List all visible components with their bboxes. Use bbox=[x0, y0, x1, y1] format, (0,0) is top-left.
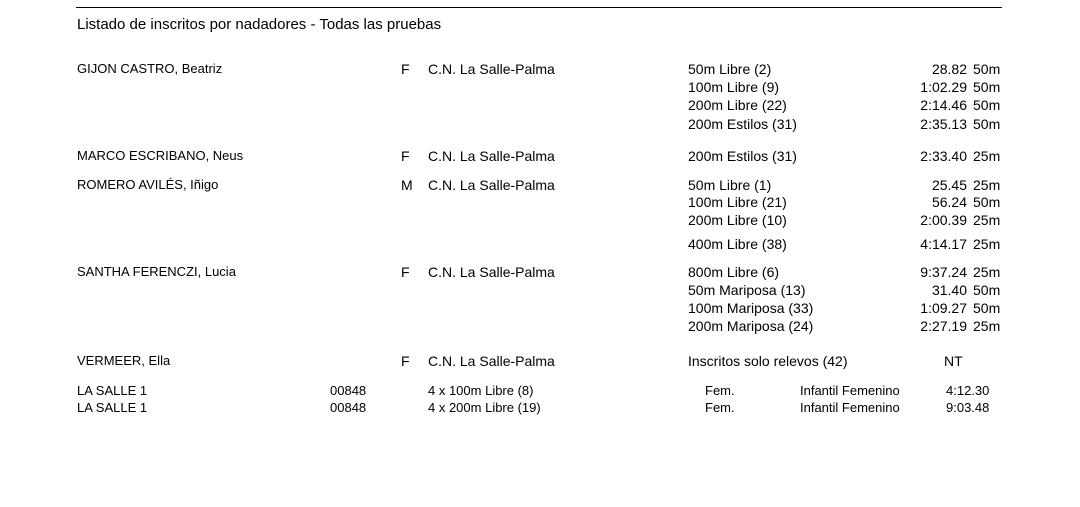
swimmer-club: C.N. La Salle-Palma bbox=[428, 61, 555, 77]
event-pool: 50m bbox=[973, 97, 1001, 113]
event-pool: 25m bbox=[973, 212, 1001, 228]
swimmer-sex: F bbox=[401, 148, 410, 164]
swimmer-name: SANTHA FERENCZI, Lucia bbox=[77, 264, 236, 279]
swimmer-sex: F bbox=[401, 61, 410, 77]
event-pool: 50m bbox=[973, 300, 1001, 316]
swimmer-name: GIJON CASTRO, Beatriz bbox=[77, 61, 223, 76]
top-divider bbox=[76, 7, 1002, 8]
relay-time: 9:03.48 bbox=[946, 400, 990, 415]
relay-code: 00848 bbox=[330, 400, 367, 415]
event-name: 200m Estilos (31) bbox=[688, 116, 797, 132]
event-time: 25.45 bbox=[931, 177, 967, 193]
relay-time: 4:12.30 bbox=[946, 383, 990, 398]
event-name: 200m Libre (10) bbox=[688, 212, 787, 228]
event-name: 100m Mariposa (33) bbox=[688, 300, 814, 316]
relay-event: 4 x 100m Libre (8) bbox=[428, 383, 534, 398]
event-name: 400m Libre (38) bbox=[688, 236, 787, 252]
event-time: 31.40 bbox=[931, 282, 967, 298]
event-time: 1:09.27 bbox=[920, 300, 967, 316]
event-pool: 25m bbox=[973, 177, 1001, 193]
event-name: 200m Mariposa (24) bbox=[688, 318, 814, 334]
swimmer-name: VERMEER, Ella bbox=[77, 353, 171, 368]
swimmer-name: MARCO ESCRIBANO, Neus bbox=[77, 148, 244, 163]
swimmer-sex: F bbox=[401, 353, 410, 369]
event-name: 50m Libre (1) bbox=[688, 177, 772, 193]
event-pool: 50m bbox=[973, 116, 1001, 132]
relay-category: Infantil Femenino bbox=[800, 383, 900, 398]
event-name: 100m Libre (21) bbox=[688, 194, 787, 210]
event-time: 2:27.19 bbox=[920, 318, 967, 334]
swimmer-club: C.N. La Salle-Palma bbox=[428, 353, 555, 369]
event-time: 56.24 bbox=[931, 194, 967, 210]
event-name: 50m Libre (2) bbox=[688, 61, 772, 77]
relay-event: 4 x 200m Libre (19) bbox=[428, 400, 541, 415]
relay-category: Infantil Femenino bbox=[800, 400, 900, 415]
event-pool: 50m bbox=[973, 61, 1001, 77]
event-pool: 50m bbox=[973, 79, 1001, 95]
relay-team: LA SALLE 1 bbox=[77, 400, 148, 415]
event-name: 800m Libre (6) bbox=[688, 264, 780, 280]
relay-only-note: Inscritos solo relevos (42) bbox=[688, 353, 848, 369]
event-name: 100m Libre (9) bbox=[688, 79, 780, 95]
event-pool: 25m bbox=[973, 264, 1001, 280]
swimmer-sex: M bbox=[401, 177, 413, 193]
event-pool: 50m bbox=[973, 194, 1001, 210]
swimmer-name: ROMERO AVILÉS, Iñigo bbox=[77, 177, 219, 192]
event-time: 28.82 bbox=[931, 61, 967, 77]
event-time: NT bbox=[944, 353, 963, 369]
event-time: 2:00.39 bbox=[920, 212, 967, 228]
relay-team: LA SALLE 1 bbox=[77, 383, 148, 398]
swimmer-club: C.N. La Salle-Palma bbox=[428, 148, 555, 164]
event-pool: 25m bbox=[973, 318, 1001, 334]
event-pool: 25m bbox=[973, 236, 1001, 252]
page-title: Listado de inscritos por nadadores - Todas las pruebas bbox=[77, 16, 442, 33]
event-time: 9:37.24 bbox=[920, 264, 967, 280]
event-time: 4:14.17 bbox=[920, 236, 967, 252]
swimmer-sex: F bbox=[401, 264, 410, 280]
event-time: 2:35.13 bbox=[920, 116, 967, 132]
event-time: 2:33.40 bbox=[920, 148, 967, 164]
relay-gender: Fem. bbox=[705, 400, 735, 415]
event-name: 200m Libre (22) bbox=[688, 97, 787, 113]
relay-gender: Fem. bbox=[705, 383, 735, 398]
event-time: 1:02.29 bbox=[920, 79, 967, 95]
event-name: 200m Estilos (31) bbox=[688, 148, 797, 164]
relay-code: 00848 bbox=[330, 383, 367, 398]
swimmer-club: C.N. La Salle-Palma bbox=[428, 264, 555, 280]
event-pool: 25m bbox=[973, 148, 1001, 164]
event-name: 50m Mariposa (13) bbox=[688, 282, 806, 298]
event-time: 2:14.46 bbox=[920, 97, 967, 113]
swimmer-club: C.N. La Salle-Palma bbox=[428, 177, 555, 193]
event-pool: 50m bbox=[973, 282, 1001, 298]
